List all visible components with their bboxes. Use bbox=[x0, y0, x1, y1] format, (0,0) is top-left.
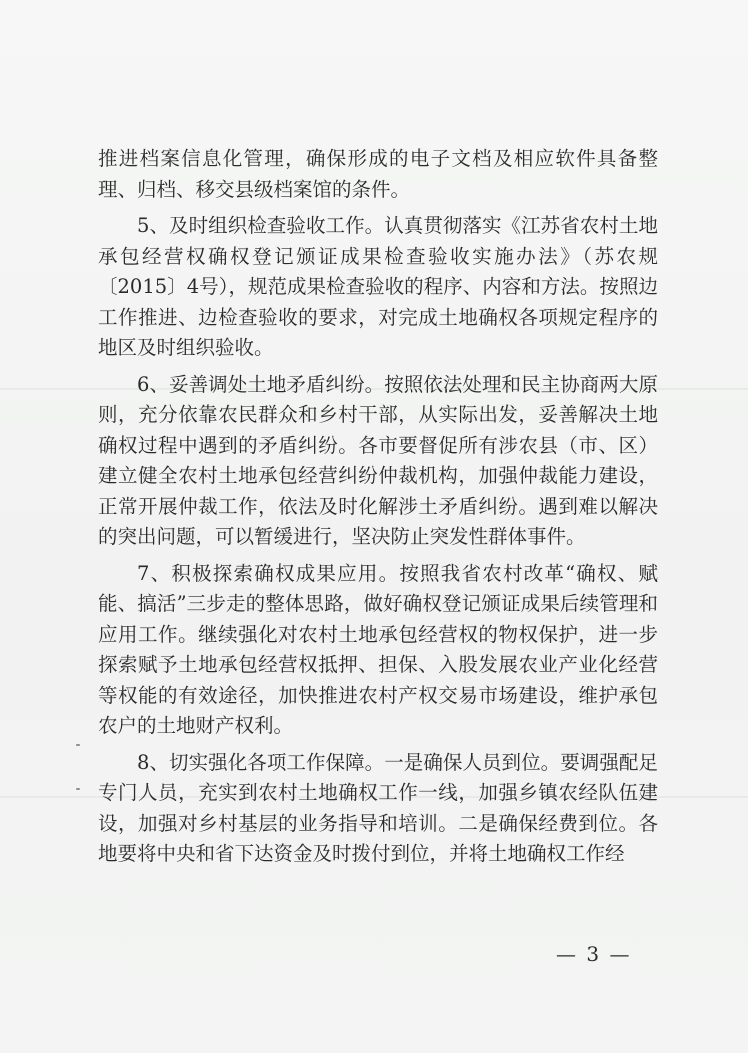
binding-hole-mark bbox=[76, 788, 80, 790]
paragraph-inspection-acceptance: 5、及时组织检查验收工作。认真贯彻落实《江苏省农村土地承包经营权确权登记颁证成果检查验收实施办法》（苏农规〔2015〕4号），规范成果检查验收的程序、内容和方法。按照边工作推进、边检查验收的要求，对完成土地确权各项规定程序的地区及时组织验收。 bbox=[98, 214, 658, 359]
paragraph-continuation: 推进档案信息化管理，确保形成的电子文档及相应软件具备整理、归档、移交县级档案馆的条件。 bbox=[98, 147, 658, 201]
paragraph-work-guarantee: 8、切实强化各项工作保障。一是确保人员到位。要调强配足专门人员，充实到农村土地确权工作一线，加强乡镇农经队伍建设，加强对乡村基层的业务指导和培训。二是确保经费到位。各地要将中央和省下达资金及时拨付到位，并将土地确权工作经 bbox=[98, 750, 658, 865]
paragraph-results-application: 7、积极探索确权成果应用。按照我省农村改革“确权、赋能、搞活”三步走的整体思路，做好确权登记颁证成果后续管理和应用工作。继续强化对农村土地承包经营权的物权保护，进一步探索赋予土地承包经营权抵押、担保、入股发展农业产业化经营等权能的有效途径，加快推进农村产权交易市场建设，维护承包农户的土地财产权利。 bbox=[98, 561, 658, 737]
document-body bbox=[98, 144, 658, 876]
paragraph-dispute-resolution: 6、妥善调处土地矛盾纠纷。按照依法处理和民主协商两大原则，充分依靠农民群众和乡村干部，从实际出发，妥善解决土地确权过程中遇到的矛盾纠纷。各市要督促所有涉农县（市、区）建立健全农村土地承包经营纠纷仲裁机构，加强仲裁能力建设，正常开展仲裁工作，依法及时化解涉土矛盾纠纷。遇到难以解决的突出问题，可以暂缓进行，坚决防止突发性群体事件。 bbox=[98, 372, 658, 548]
binding-hole-mark bbox=[76, 744, 80, 746]
page-number: — 3 — bbox=[556, 942, 632, 966]
